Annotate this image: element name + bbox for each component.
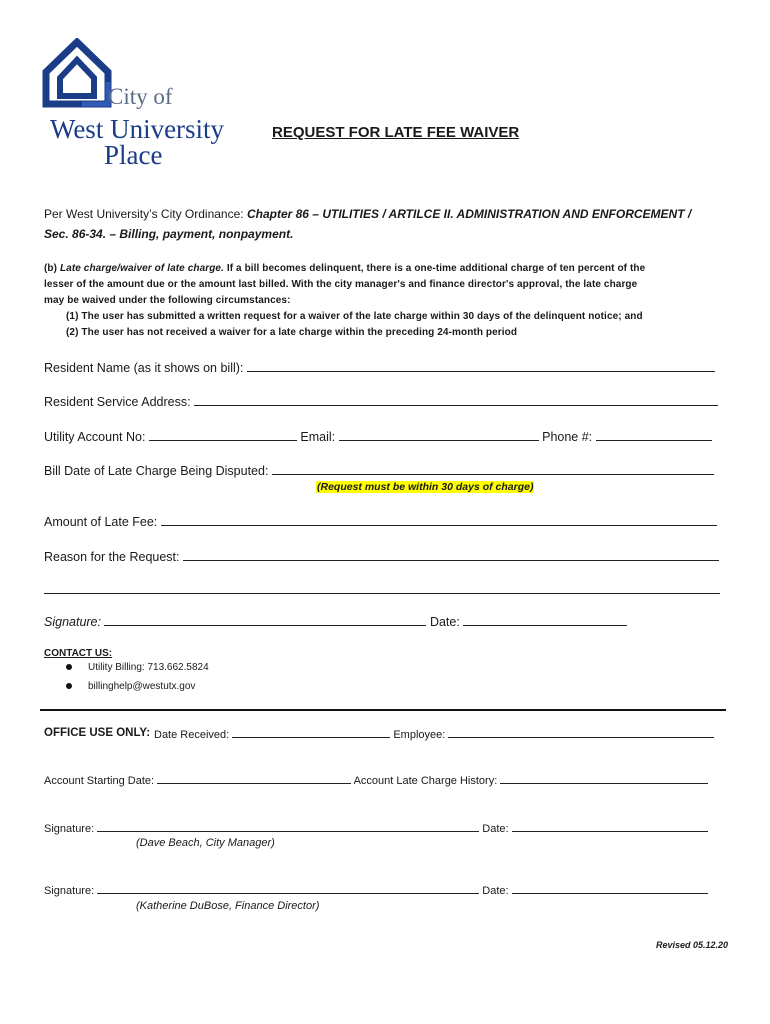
bullet-icon	[66, 664, 72, 670]
signature-row	[44, 614, 627, 629]
policy-label-italic: Late charge/waiver of late charge.	[59, 263, 224, 274]
policy-line-1-rest: If a bill becomes delinquent, there is a one-time additional charge of ten percent of the	[223, 263, 646, 274]
bill-date-row	[44, 463, 714, 478]
policy-line-3: may be waived under the following circumstances:	[44, 295, 291, 306]
office-divider	[40, 709, 726, 711]
logo-west-university: West University	[50, 114, 225, 144]
office-date-label: Date:	[482, 823, 509, 835]
late-history-label: Account Late Charge History:	[353, 775, 498, 787]
finance-director-date-input[interactable]	[512, 883, 708, 894]
office-signature-label: Signature:	[44, 823, 95, 835]
office-sign-row-1	[44, 821, 708, 835]
city-manager-date-input[interactable]	[512, 821, 708, 832]
ordinance-line-2: Sec. 86-34. – Billing, payment, nonpayment.	[44, 227, 294, 241]
logo-city-of: City of	[108, 84, 173, 109]
policy-line-1	[44, 263, 645, 274]
resident-name-input[interactable]	[247, 360, 715, 372]
resident-name-row	[44, 360, 715, 375]
contact-email[interactable]: billinghelp@westutx.gov	[88, 681, 196, 692]
employee-label: Employee:	[393, 729, 446, 741]
account-row	[44, 429, 712, 444]
date-received-label: Date Received:	[154, 729, 230, 741]
bill-date-label: Bill Date of Late Charge Being Disputed:	[44, 464, 269, 478]
city-logo	[42, 38, 232, 168]
signature-input[interactable]	[104, 614, 426, 626]
ordinance-line-1	[44, 207, 691, 221]
revision-date: Revised 05.12.20	[656, 940, 729, 950]
contact-phone: Utility Billing: 713.662.5824	[88, 662, 209, 673]
policy-item-2: (2) The user has not received a waiver for a late charge within the preceding 24-month period	[66, 327, 518, 338]
policy-line-2: lesser of the amount due or the amount last billed. With the city manager's and finance director's approval, the late charge	[44, 279, 638, 290]
office-date-label: Date:	[482, 885, 509, 897]
house-logo-icon	[42, 38, 112, 113]
account-no-label: Utility Account No:	[44, 430, 146, 444]
office-heading: OFFICE USE ONLY:	[44, 727, 151, 739]
email-input[interactable]	[339, 429, 539, 441]
amount-label: Amount of Late Fee:	[44, 515, 158, 529]
ordinance-prefix: Per West University’s City Ordinance:	[44, 207, 247, 221]
employee-input[interactable]	[448, 727, 714, 738]
date-received-input[interactable]	[232, 727, 390, 738]
account-start-input[interactable]	[157, 773, 351, 784]
contact-heading: CONTACT US:	[44, 648, 113, 659]
account-no-input[interactable]	[149, 429, 297, 441]
service-address-input[interactable]	[194, 394, 718, 406]
reason-input[interactable]	[183, 549, 719, 561]
account-start-label: Account Starting Date:	[44, 775, 155, 787]
amount-input[interactable]	[161, 514, 717, 526]
policy-item-1: (1) The user has submitted a written request for a waiver of the late charge within 30 days of the delinquent notice; and	[66, 311, 643, 322]
bullet-icon	[66, 683, 72, 689]
resident-name-label: Resident Name (as it shows on bill):	[44, 361, 244, 375]
logo-place: Place	[104, 140, 163, 170]
email-label: Email:	[300, 430, 336, 444]
bill-date-note: (Request must be within 30 days of charge)	[317, 481, 534, 493]
reason-row	[44, 549, 719, 564]
office-row-1	[154, 727, 714, 741]
city-manager-signature-input[interactable]	[97, 821, 479, 832]
signer-finance-director: (Katherine DuBose, Finance Director)	[136, 900, 320, 912]
date-label: Date:	[429, 615, 460, 629]
service-address-label: Resident Service Address:	[44, 395, 191, 409]
contact-item	[66, 681, 195, 692]
office-row-2	[44, 773, 708, 787]
service-address-row	[44, 394, 718, 409]
reason-input-line-2[interactable]	[44, 593, 720, 594]
office-signature-label: Signature:	[44, 885, 95, 897]
amount-row	[44, 514, 717, 529]
signature-label: Signature:	[44, 615, 101, 629]
date-input[interactable]	[463, 614, 627, 626]
office-sign-row-2	[44, 883, 708, 897]
signer-city-manager: (Dave Beach, City Manager)	[136, 837, 275, 849]
reason-label: Reason for the Request:	[44, 550, 180, 564]
phone-label: Phone #:	[542, 430, 593, 444]
ordinance-reference: Chapter 86 – UTILITIES / ARTILCE II. ADMINISTRATION AND ENFORCEMENT /	[246, 207, 692, 221]
policy-label: (b)	[44, 263, 60, 274]
finance-director-signature-input[interactable]	[97, 883, 479, 894]
form-title: REQUEST FOR LATE FEE WAIVER	[272, 124, 520, 141]
phone-input[interactable]	[596, 429, 712, 441]
contact-item	[66, 662, 209, 673]
late-history-input[interactable]	[500, 773, 708, 784]
bill-date-input[interactable]	[272, 463, 714, 475]
